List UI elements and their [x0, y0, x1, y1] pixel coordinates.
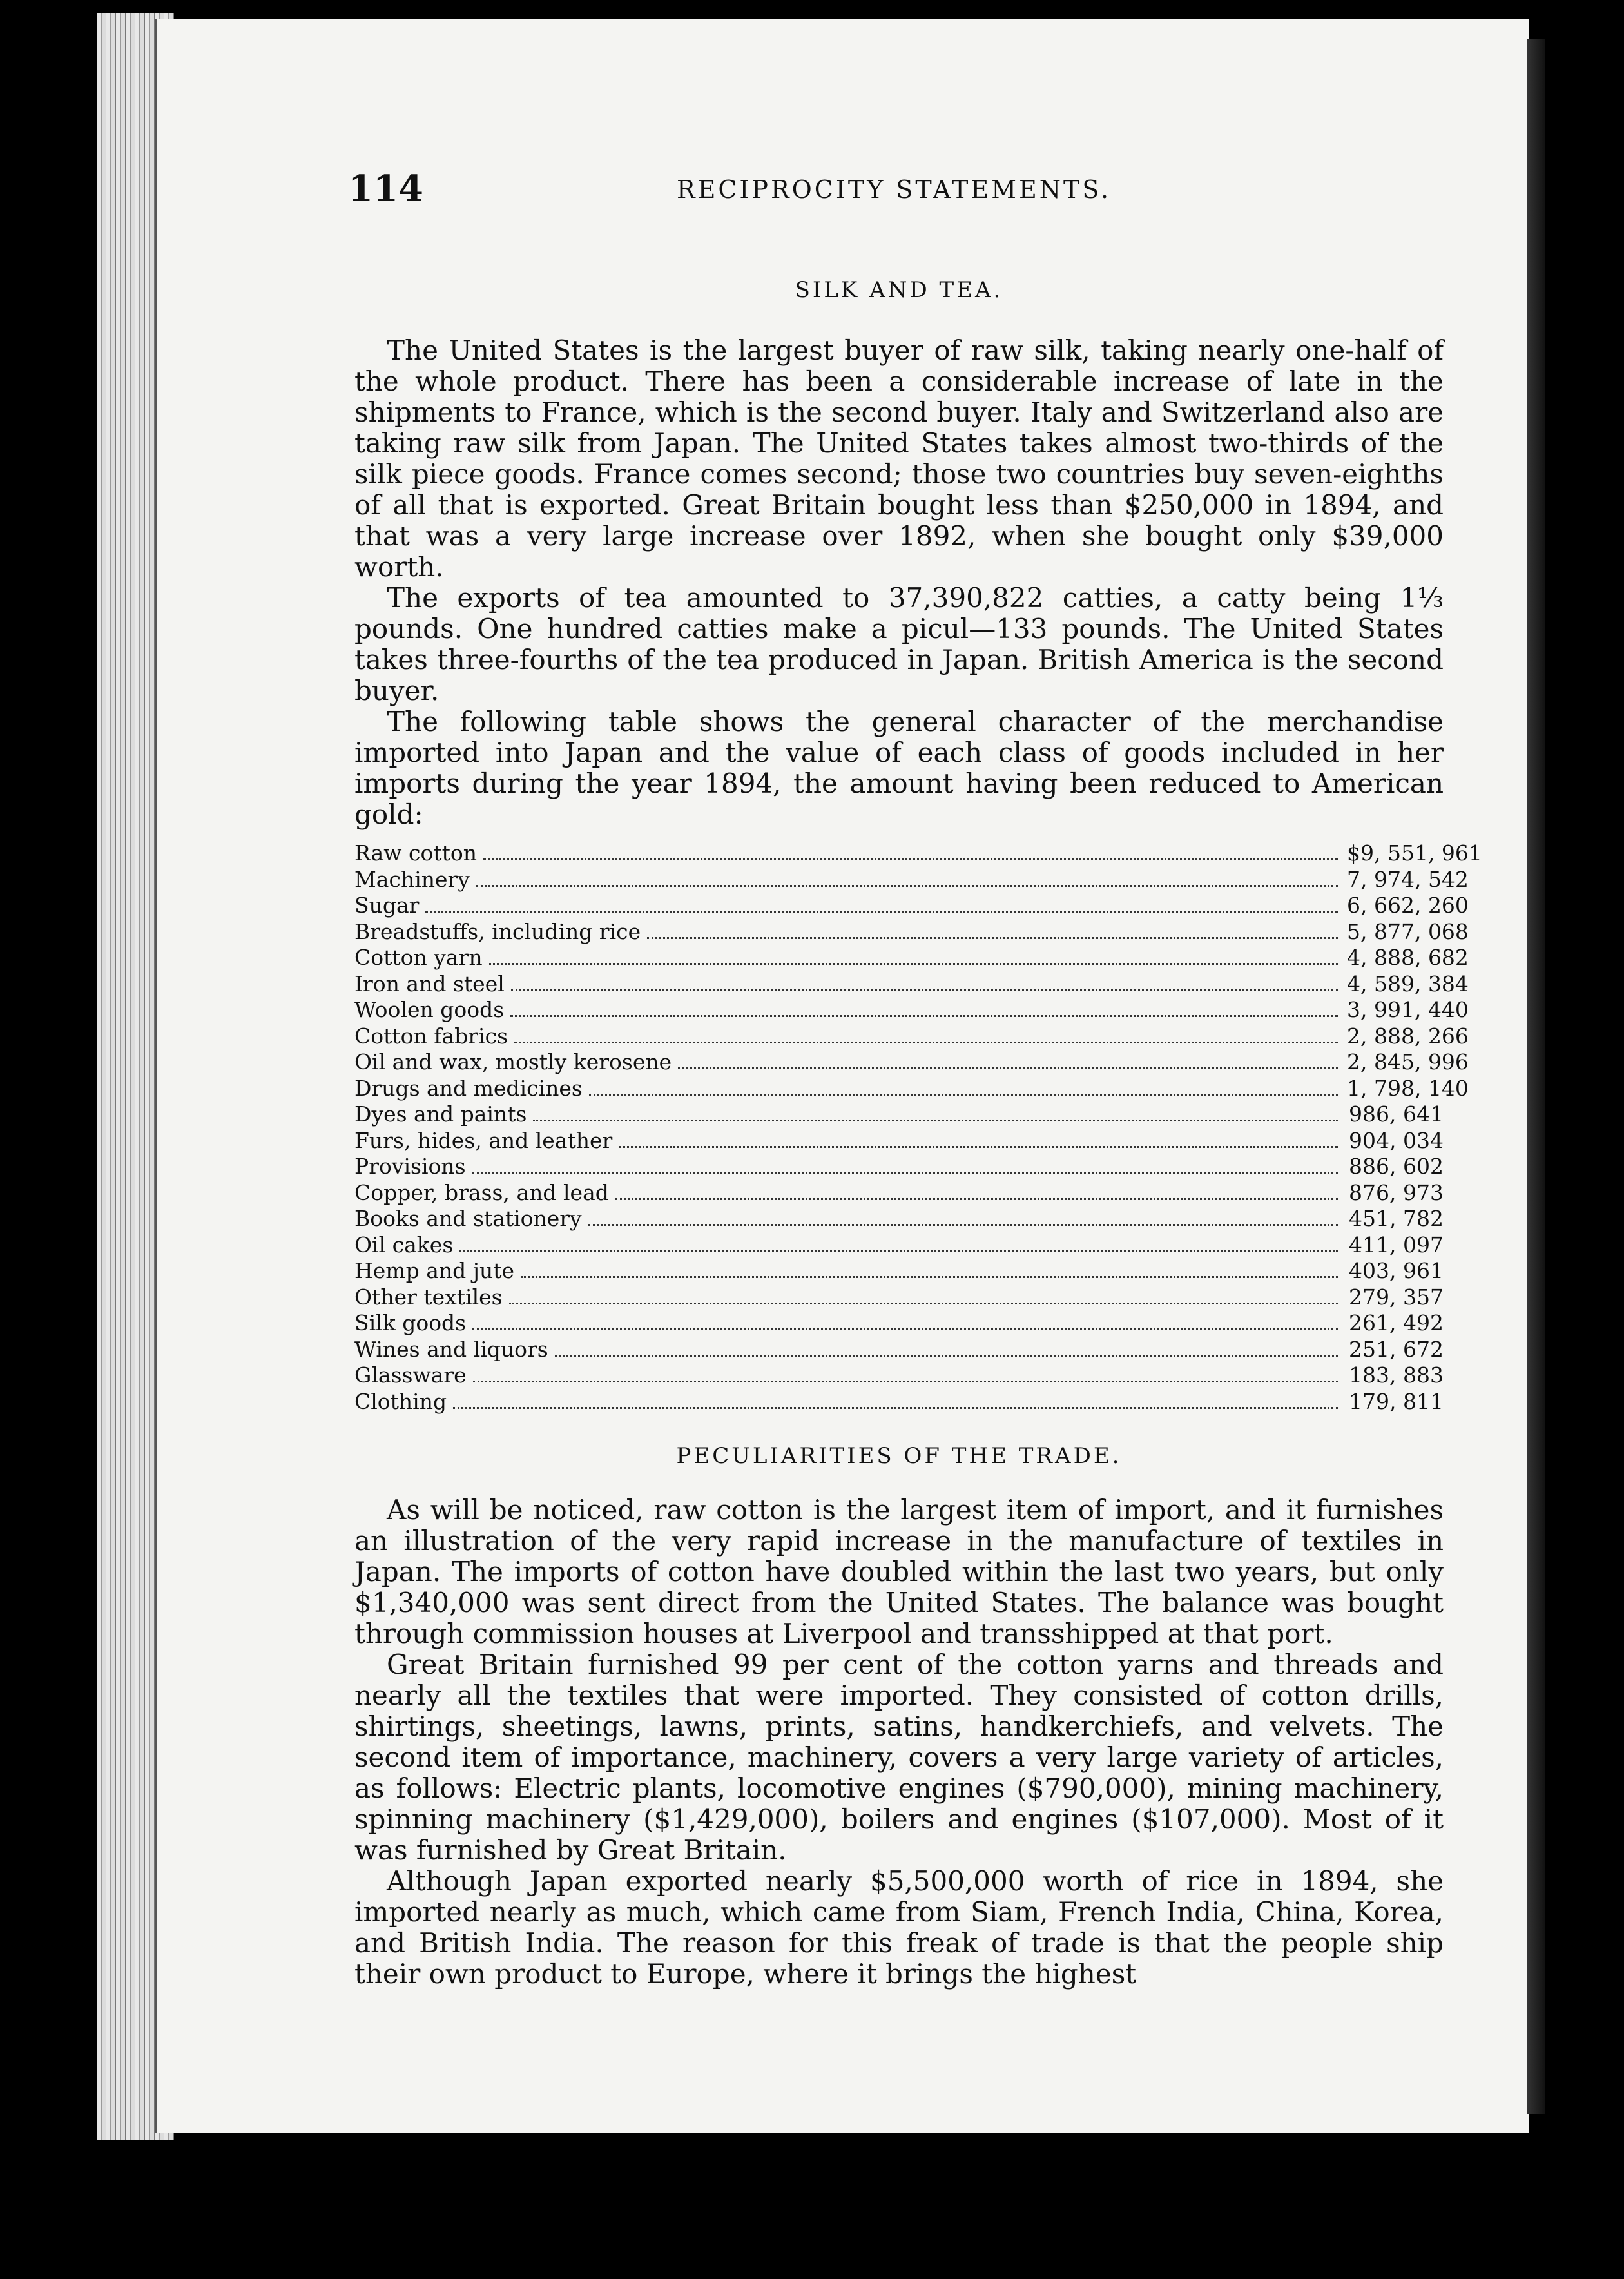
- dot-leader: [510, 1015, 1338, 1017]
- item-label: Copper, brass, and lead: [354, 1179, 609, 1205]
- item-amount: 451, 782: [1349, 1206, 1444, 1231]
- table-row: [354, 1258, 1444, 1285]
- table-row: [354, 945, 1469, 971]
- dot-leader: [489, 963, 1338, 965]
- dot-leader: [459, 1250, 1338, 1252]
- dot-leader: [476, 885, 1338, 887]
- item-label: Drugs and medicines: [354, 1075, 583, 1101]
- paragraph: The United States is the largest buyer of raw silk, taking nearly one-half of the whole product. There has been a considerable increase of late in the shipments to France, which is the second buyer. Italy and Switzerland also are taking raw silk from Japan. The United States takes almost two-thirds of the silk piece goods. France comes second; those two countries buy seven-eighths of all that is exported. Great Britain bought less than $250,000 in 1894, and that was a very large increase over 1892, when she bought only $39,000 worth.: [354, 335, 1444, 583]
- item-amount: 904, 034: [1349, 1127, 1444, 1153]
- dot-leader: [453, 1407, 1338, 1409]
- table-row: [354, 1180, 1444, 1207]
- item-amount: 183, 883: [1349, 1363, 1444, 1388]
- item-label: Provisions: [354, 1154, 466, 1179]
- item-label: Sugar: [354, 893, 420, 918]
- table-row: [354, 1232, 1444, 1259]
- item-label: Clothing: [354, 1388, 447, 1414]
- dot-leader: [472, 1172, 1338, 1174]
- section-title-silk-and-tea: SILK AND TEA.: [795, 277, 1003, 303]
- table-row: [354, 997, 1469, 1023]
- item-label: Cotton yarn: [354, 945, 483, 970]
- table-row: [354, 918, 1469, 946]
- running-title: RECIPROCITY STATEMENTS.: [677, 175, 1112, 204]
- table-row: [354, 971, 1469, 998]
- dot-leader: [555, 1355, 1338, 1357]
- item-amount: 251, 672: [1349, 1336, 1444, 1362]
- page-content: [348, 168, 1482, 1990]
- item-label: Glassware: [354, 1363, 467, 1388]
- table-row: [354, 1337, 1444, 1363]
- item-label: Machinery: [354, 866, 470, 892]
- dot-leader: [521, 1276, 1338, 1278]
- dot-leader: [588, 1224, 1338, 1226]
- table-row: [354, 1049, 1469, 1076]
- running-head: [348, 168, 1444, 226]
- dot-leader: [509, 1303, 1338, 1304]
- item-label: Cotton fabrics: [354, 1023, 508, 1049]
- section-title-peculiarities: PECULIARITIES OF THE TRADE.: [676, 1443, 1122, 1469]
- table-row: [354, 1206, 1444, 1232]
- item-amount: 4, 589, 384: [1347, 971, 1469, 996]
- table-row: [354, 840, 1482, 867]
- item-amount: 279, 357: [1349, 1284, 1444, 1310]
- dot-leader: [619, 1146, 1338, 1148]
- table-row: [354, 1023, 1469, 1050]
- item-amount: 876, 973: [1349, 1179, 1444, 1205]
- item-amount: 5, 877, 068: [1347, 918, 1469, 944]
- item-label: Dyes and paints: [354, 1101, 527, 1127]
- dot-leader: [615, 1198, 1338, 1200]
- item-amount: 4, 888, 682: [1347, 945, 1469, 970]
- item-amount: 411, 097: [1349, 1232, 1444, 1257]
- item-amount: 2, 845, 996: [1347, 1049, 1469, 1074]
- dot-leader: [511, 989, 1338, 991]
- dot-leader: [483, 858, 1338, 860]
- dot-leader: [472, 1328, 1338, 1330]
- table-row: [354, 866, 1469, 893]
- dot-leader: [647, 937, 1338, 939]
- item-amount: 403, 961: [1349, 1258, 1444, 1283]
- item-amount: 2, 888, 266: [1347, 1023, 1469, 1049]
- item-label: Breadstuffs, including rice: [354, 918, 641, 944]
- table-row: [354, 1389, 1444, 1415]
- table-row: [354, 1101, 1444, 1128]
- item-amount: 6, 662, 260: [1347, 893, 1469, 918]
- table-row: [354, 1075, 1469, 1102]
- paragraph: The following table shows the general character of the merchandise imported into Japan and the value of each class of goods included in her imports during the year 1894, the amount having been reduced to American gold:: [354, 706, 1444, 830]
- paragraph: Great Britain furnished 99 per cent of the cotton yarns and threads and nearly all the textiles that were imported. They consisted of cotton drills, shirtings, sheetings, lawns, prints, satins, handkerchiefs, and velvets. The second item of importance, machinery, covers a very large variety of articles, as follows: Electric plants, locomotive engines ($790,000), mining machinery, spinning machinery ($1,429,000), boilers and engines ($107,000). Most of it was furnished by Great Britain.: [354, 1649, 1444, 1866]
- item-amount: 179, 811: [1349, 1388, 1444, 1414]
- item-label: Hemp and jute: [354, 1258, 515, 1283]
- table-row: [354, 1128, 1444, 1154]
- item-label: Furs, hides, and leather: [354, 1127, 613, 1153]
- table-row: [354, 893, 1469, 919]
- item-amount: 3, 991, 440: [1347, 997, 1469, 1022]
- table-row: [354, 1363, 1444, 1389]
- book-binding-edge: [1527, 39, 1545, 2114]
- item-label: Raw cotton: [354, 840, 478, 866]
- item-label: Iron and steel: [354, 971, 505, 996]
- item-amount: 886, 602: [1349, 1154, 1444, 1179]
- table-row: [354, 1285, 1444, 1311]
- dot-leader: [533, 1120, 1338, 1121]
- item-label: Oil and wax, mostly kerosene: [354, 1049, 672, 1074]
- table-row: [354, 1310, 1444, 1337]
- dot-leader: [514, 1042, 1338, 1043]
- imports-table: [354, 840, 1482, 1415]
- item-label: Oil cakes: [354, 1232, 454, 1257]
- paragraph: The exports of tea amounted to 37,390,822 catties, a catty being 1⅓ pounds. One hundred catties make a picul—133 pounds. The United States takes three-fourths of the tea produced in Japan. British America is the second buyer.: [354, 582, 1444, 706]
- item-amount: 7, 974, 542: [1347, 866, 1469, 892]
- item-label: Books and stationery: [354, 1206, 582, 1231]
- item-label: Woolen goods: [354, 997, 505, 1022]
- item-amount: 986, 641: [1349, 1101, 1444, 1127]
- item-label: Other textiles: [354, 1284, 503, 1310]
- item-amount: 1, 798, 140: [1347, 1075, 1469, 1101]
- dot-leader: [678, 1067, 1338, 1069]
- item-label: Silk goods: [354, 1310, 467, 1335]
- dot-leader: [473, 1381, 1338, 1382]
- item-label: Wines and liquors: [354, 1336, 548, 1362]
- paragraph: Although Japan exported nearly $5,500,000 worth of rice in 1894, she imported nearly as much, which came from Siam, French India, China, Korea, and British India. The reason for this freak of trade is that the people ship their own product to Europe, where it brings the highest: [354, 1865, 1444, 1990]
- page-number: 114: [348, 168, 423, 210]
- item-amount: 261, 492: [1349, 1310, 1444, 1335]
- dot-leader: [589, 1094, 1338, 1096]
- paragraph: As will be noticed, raw cotton is the largest item of import, and it furnishes an illustration of the very rapid increase in the manufacture of textiles in Japan. The imports of cotton have doubled within the last two years, but only $1,340,000 was sent direct from the United States. The balance was bought through commission houses at Liverpool and transshipped at that port.: [354, 1494, 1444, 1649]
- table-row: [354, 1154, 1444, 1180]
- dot-leader: [425, 911, 1338, 913]
- item-amount: $9, 551, 961: [1347, 840, 1482, 866]
